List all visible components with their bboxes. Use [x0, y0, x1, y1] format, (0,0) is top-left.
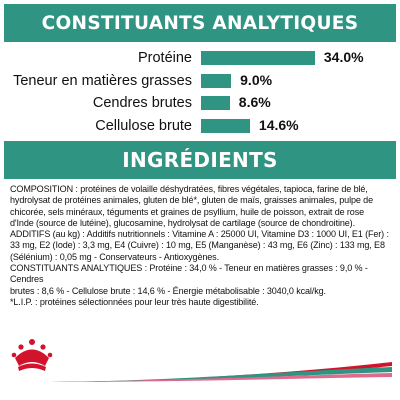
- analytics-label: Protéine: [137, 50, 192, 67]
- analytics-row-fat: [0, 70, 400, 93]
- composition-line: (Sélénium) : 0,05 mg - Conservateurs - Antioxygènes.: [10, 251, 219, 262]
- analytics-value: 9.0%: [240, 71, 273, 88]
- royal-canin-crown-icon: [10, 336, 54, 376]
- analytics-value: 8.6%: [238, 94, 271, 110]
- composition-text: [10, 184, 394, 308]
- analytics-bar: [201, 51, 315, 65]
- analytics-banner: [4, 4, 396, 42]
- analytics-label: Cendres brutes: [92, 95, 192, 112]
- composition-line: chicorée, sels minéraux, téguments et graines de psyllium, huile de poisson, extrait de rose: [10, 206, 365, 217]
- composition-line: brutes : 8,6 % - Cellulose brute : 14,6 % - Énergie métabolisable : 3040,0 kcal/kg.: [10, 285, 326, 296]
- ingredients-title: INGRÉDIENTS: [122, 148, 278, 172]
- analytics-label: Teneur en matières grasses: [13, 72, 192, 89]
- analytics-value: 34.0%: [323, 49, 364, 65]
- analytics-table: [0, 47, 400, 137]
- analytics-label: Cellulose brute: [95, 117, 192, 134]
- analytics-bar: [201, 74, 231, 88]
- decorative-color-stripes: [50, 358, 392, 382]
- analytics-value: 14.6%: [258, 116, 299, 133]
- ingredients-banner: [4, 141, 396, 179]
- analytics-title: CONSTITUANTS ANALYTIQUES: [41, 12, 359, 34]
- analytics-bar: [201, 96, 230, 110]
- analytics-row-protein: [0, 47, 400, 70]
- composition-line: *L.I.P. : protéines sélectionnées pour leur très haute digestibilité.: [10, 296, 259, 307]
- composition-line: hydrolysat de protéines animales, gluten de blé*, gluten de maïs, graisses animales, pulpe de: [10, 195, 374, 206]
- analytics-row-ash: [0, 92, 400, 115]
- composition-line: ADDITIFS (au kg) : Additifs nutritionnels : Vitamine A : 25000 UI, Vitamine D3 : 1000 UI, E1 (Fer) :: [10, 229, 389, 240]
- composition-line: 33 mg, E2 (Iode) : 3,3 mg, E4 (Cuivre) : 10 mg, E5 (Manganèse) : 43 mg, E6 (Zinc) : 133 mg, E8: [10, 240, 385, 251]
- analytics-bar: [201, 119, 250, 133]
- analytics-row-fiber: [0, 115, 400, 138]
- composition-line: d'Inde (source de lutéine), glucosamine, hydrolysat de cartilage (source de chondroitine).: [10, 217, 355, 228]
- composition-line: COMPOSITION : protéines de volaille déshydratées, fibres végétales, tapioca, farine de blé,: [10, 184, 368, 194]
- composition-line: CONSTITUANTS ANALYTIQUES : Protéine : 34,0 % - Teneur en matières grasses : 9,0 % - Cendres: [10, 263, 368, 285]
